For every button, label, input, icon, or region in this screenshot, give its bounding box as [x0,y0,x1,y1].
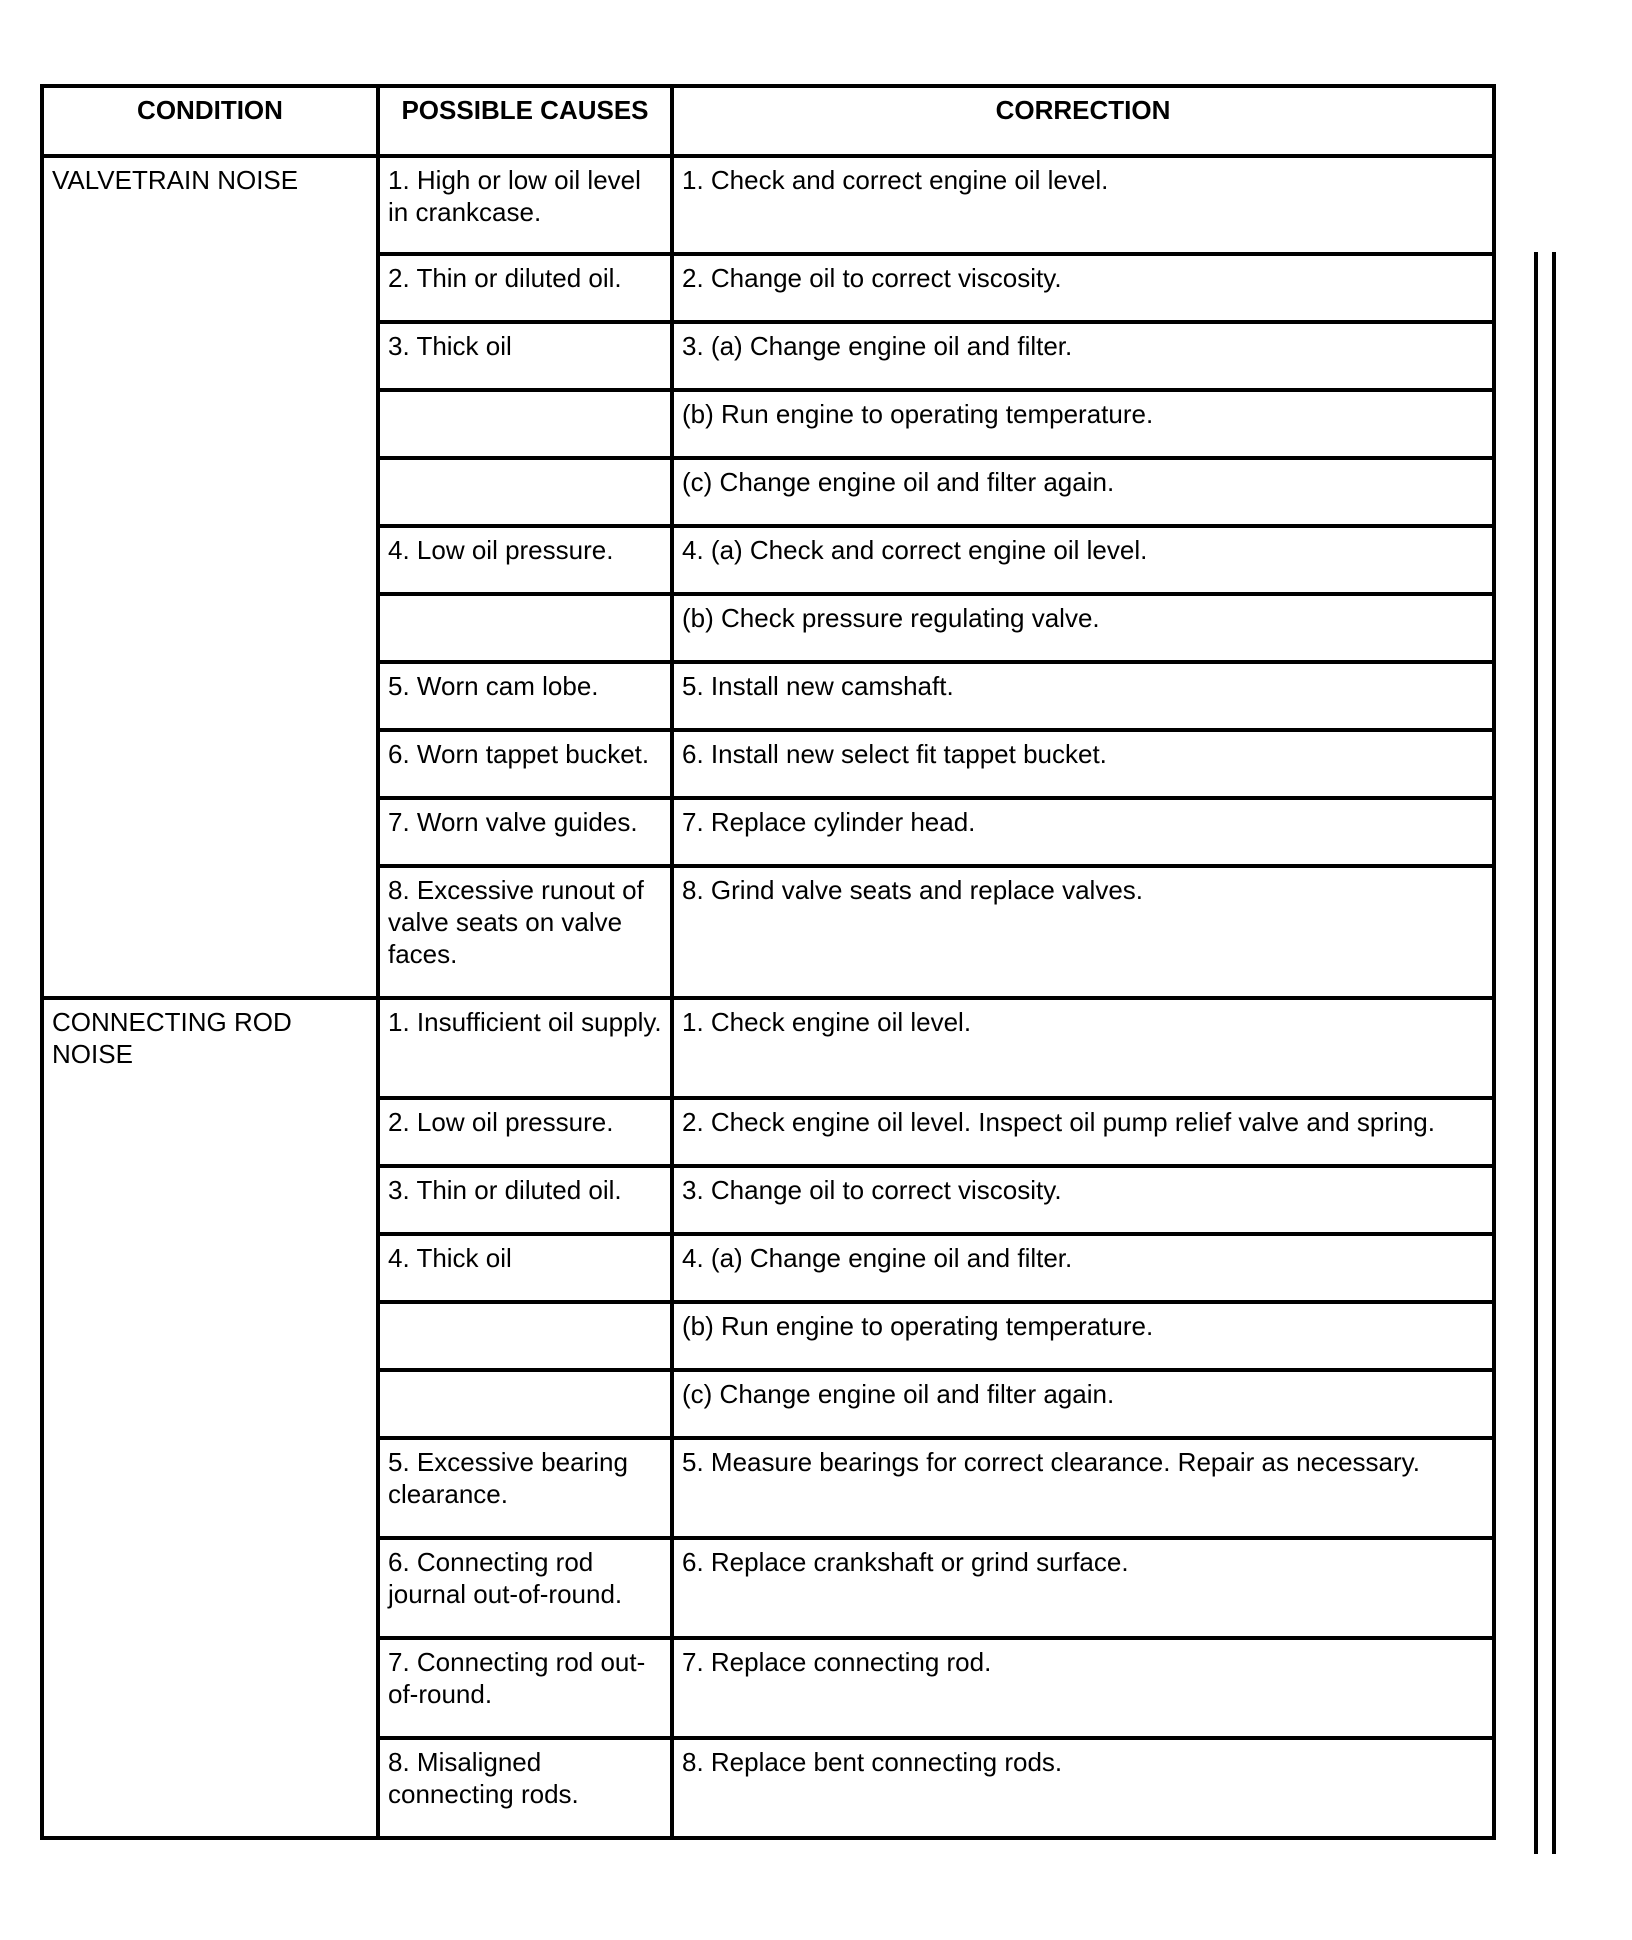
diagnosis-table [40,84,1496,1840]
right-edge-border-strip [1534,252,1556,1854]
correction-cell: 6. Replace crankshaft or grind surface. [672,1538,1494,1638]
diagnosis-table-container [40,84,1496,1840]
cause-cell: 2. Low oil pressure. [378,1098,672,1166]
cause-cell: 6. Worn tappet bucket. [378,730,672,798]
correction-cell: 5. Measure bearings for correct clearance. Repair as necessary. [672,1438,1494,1538]
correction-cell: (c) Change engine oil and filter again. [672,1370,1494,1438]
cause-cell [378,390,672,458]
header-condition: CONDITION [42,86,378,156]
cause-cell: 1. Insufficient oil supply. [378,998,672,1098]
correction-cell: 2. Check engine oil level. Inspect oil pump relief valve and spring. [672,1098,1494,1166]
correction-cell: 2. Change oil to correct viscosity. [672,254,1494,322]
correction-cell: 3. Change oil to correct viscosity. [672,1166,1494,1234]
correction-cell: 7. Replace cylinder head. [672,798,1494,866]
condition-cell: CONNECTING ROD NOISE [42,998,378,1838]
cause-cell: 3. Thin or diluted oil. [378,1166,672,1234]
correction-cell: (b) Run engine to operating temperature. [672,1302,1494,1370]
header-possible-causes: POSSIBLE CAUSES [378,86,672,156]
correction-cell: (c) Change engine oil and filter again. [672,458,1494,526]
correction-cell: 1. Check and correct engine oil level. [672,156,1494,254]
header-correction: CORRECTION [672,86,1494,156]
correction-cell: 5. Install new camshaft. [672,662,1494,730]
cause-cell: 7. Connecting rod out-of-round. [378,1638,672,1738]
correction-cell: 8. Grind valve seats and replace valves. [672,866,1494,998]
cause-cell [378,594,672,662]
correction-cell: (b) Run engine to operating temperature. [672,390,1494,458]
cause-cell: 5. Excessive bearing clearance. [378,1438,672,1538]
correction-cell: (b) Check pressure regulating valve. [672,594,1494,662]
correction-cell: 6. Install new select fit tappet bucket. [672,730,1494,798]
cause-cell [378,1302,672,1370]
correction-cell: 1. Check engine oil level. [672,998,1494,1098]
cause-cell: 2. Thin or diluted oil. [378,254,672,322]
cause-cell: 4. Low oil pressure. [378,526,672,594]
cause-cell: 8. Excessive runout of valve seats on valve faces. [378,866,672,998]
cause-cell: 7. Worn valve guides. [378,798,672,866]
cause-cell: 5. Worn cam lobe. [378,662,672,730]
cause-cell: 1. High or low oil level in crankcase. [378,156,672,254]
cause-cell: 6. Connecting rod journal out-of-round. [378,1538,672,1638]
cause-cell: 4. Thick oil [378,1234,672,1302]
cause-cell [378,1370,672,1438]
cause-cell [378,458,672,526]
correction-cell: 3. (a) Change engine oil and filter. [672,322,1494,390]
cause-cell: 3. Thick oil [378,322,672,390]
condition-cell: VALVETRAIN NOISE [42,156,378,998]
correction-cell: 8. Replace bent connecting rods. [672,1738,1494,1838]
correction-cell: 4. (a) Change engine oil and filter. [672,1234,1494,1302]
cause-cell: 8. Misaligned connecting rods. [378,1738,672,1838]
table-row [42,998,1494,1098]
table-row [42,156,1494,254]
header-row [42,86,1494,156]
correction-cell: 7. Replace connecting rod. [672,1638,1494,1738]
correction-cell: 4. (a) Check and correct engine oil level. [672,526,1494,594]
